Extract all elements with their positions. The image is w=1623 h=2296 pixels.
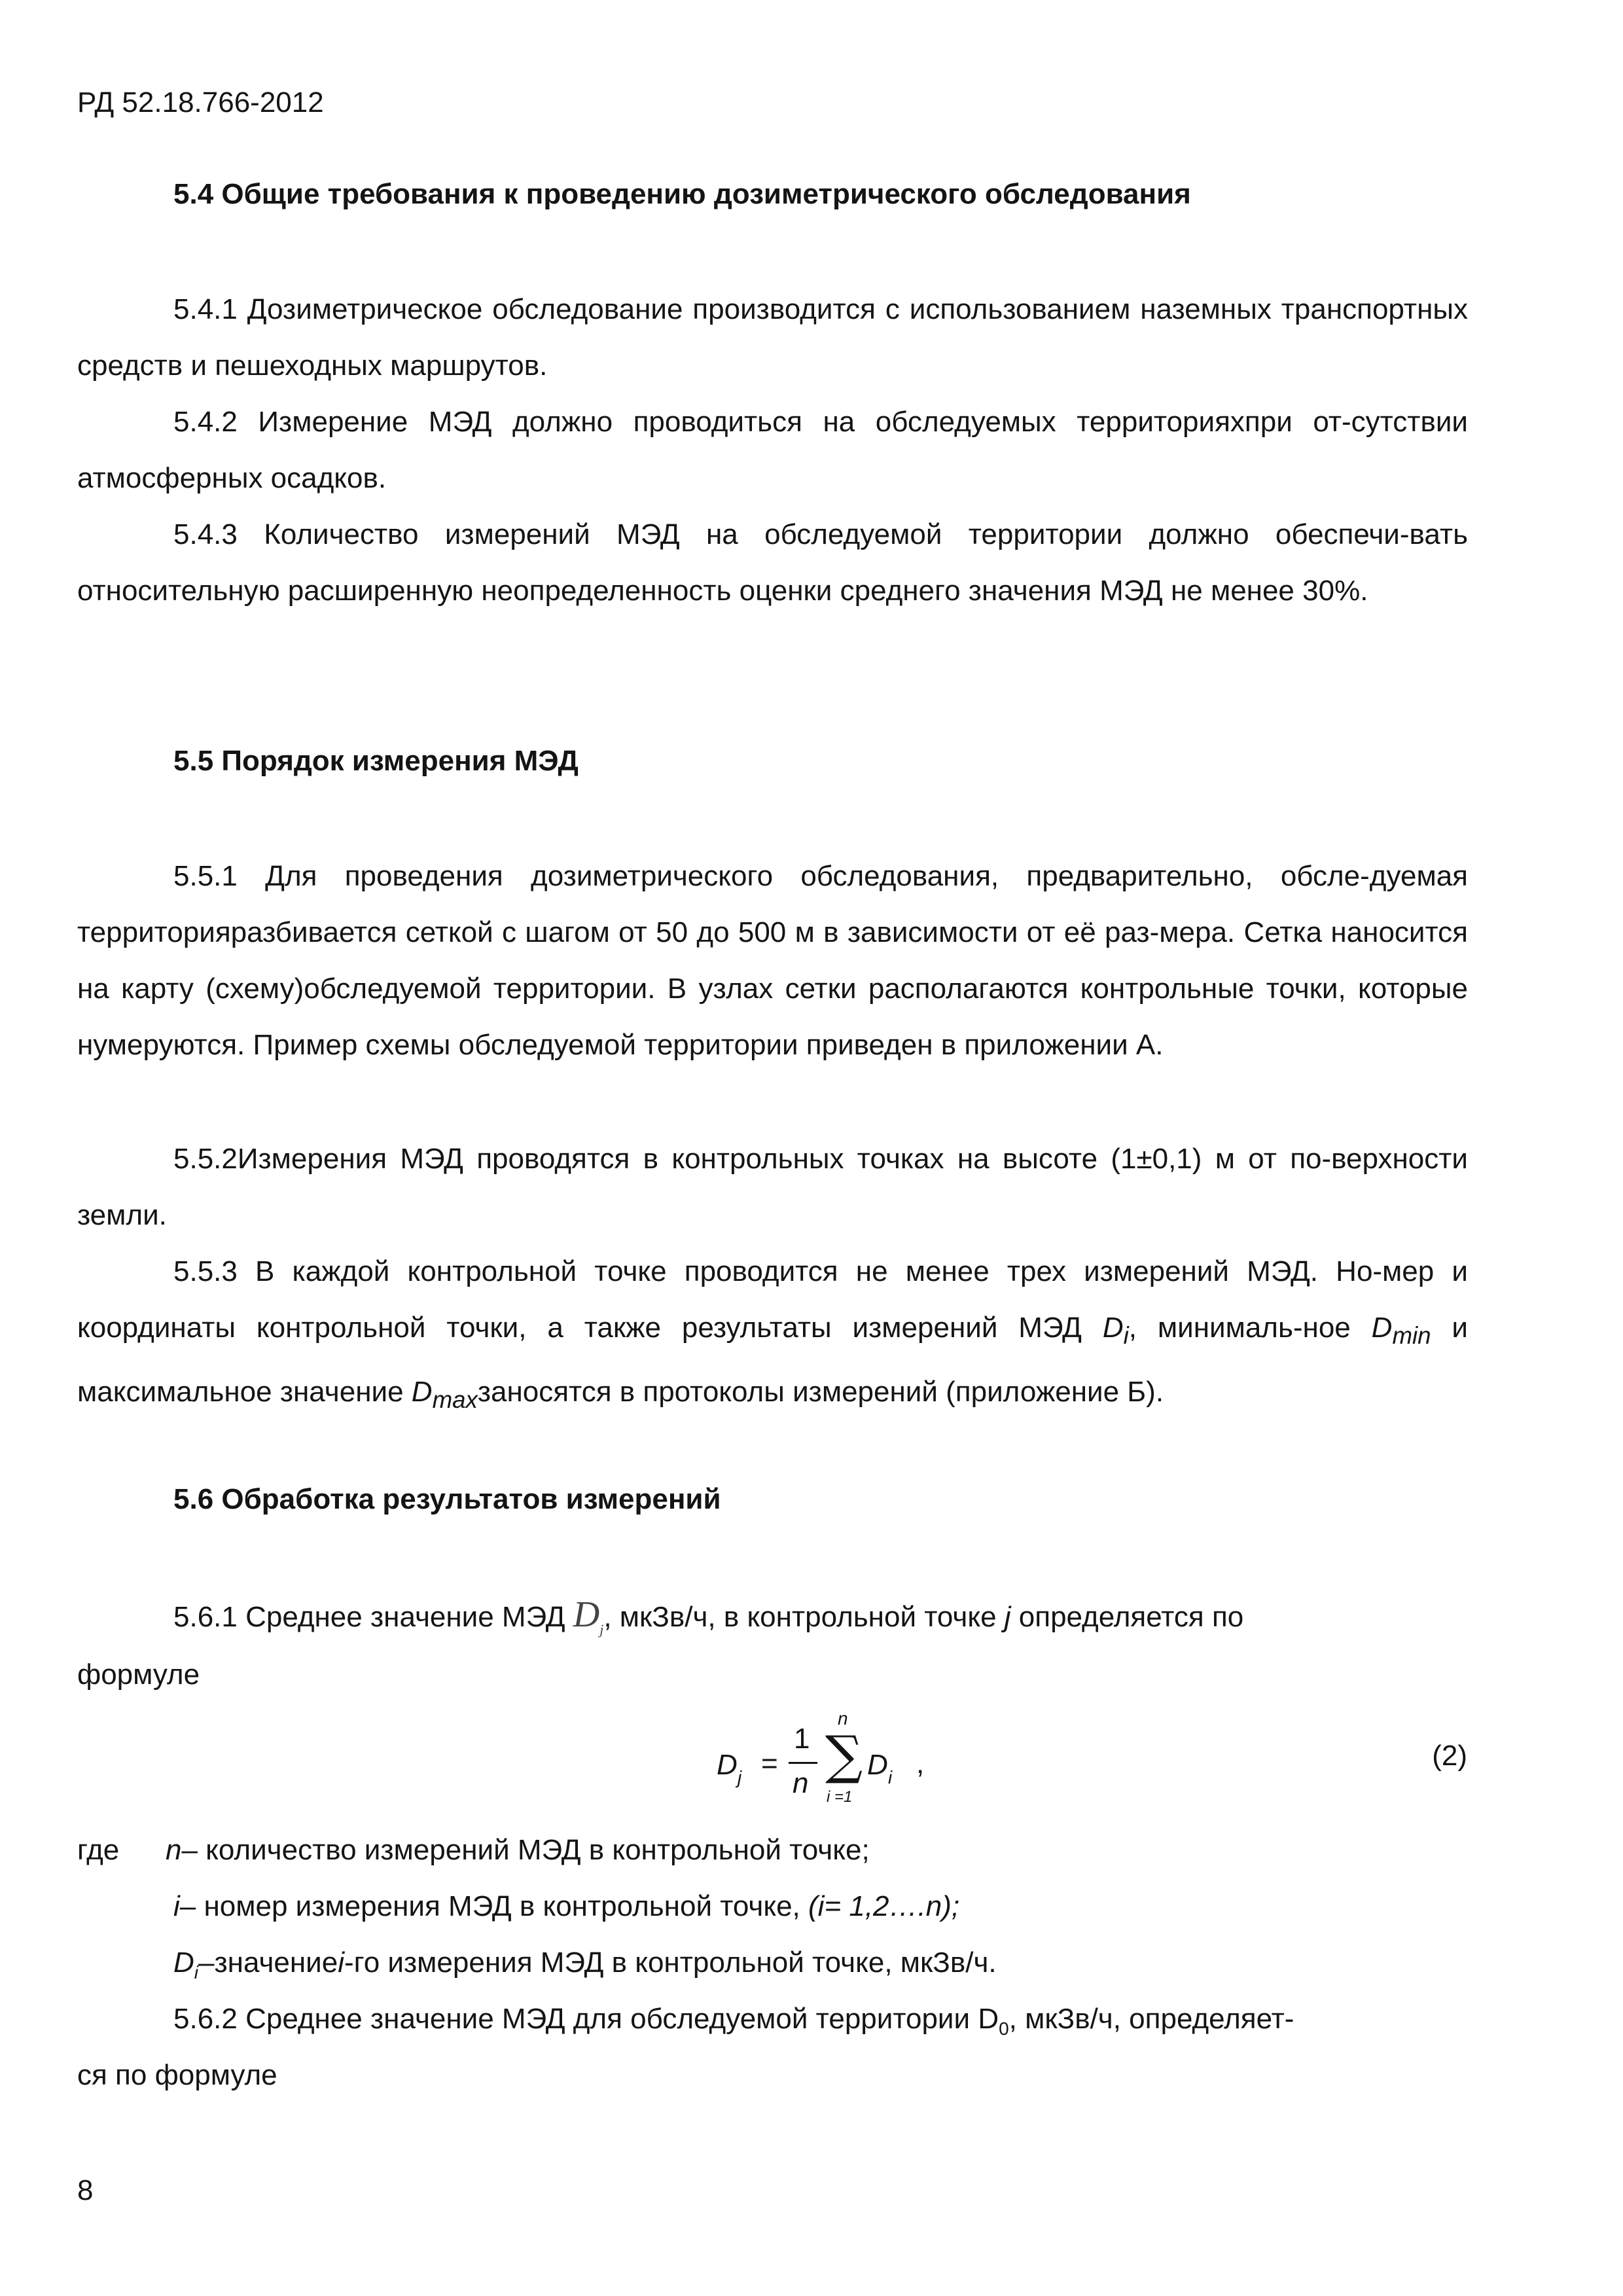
fraction-bar <box>789 1762 817 1764</box>
symbol-d-min: $D_{min}$ <box>1371 1312 1431 1349</box>
summation-sign: ∑ <box>825 1725 863 1785</box>
where-item-i: i– номер измерения МЭД в контрольной точке, (i= 1,2….n); <box>173 1890 960 1922</box>
paragraph-5-4-2: 5.4.2 Измерение МЭД должно проводиться на обследуемых территорияхпри от-сутствии атмосферных осадков. <box>77 406 1468 494</box>
equation-number: (2) <box>1432 1740 1467 1772</box>
paragraph-5-6-1-continuation: формуле <box>77 1659 200 1691</box>
where-item-di: $D_i-значениеi-го$ измерения МЭД в контрольной точке, мкЗв/ч. <box>173 1946 997 1982</box>
section-heading-5-5: 5.5 Порядок измерения МЭД <box>173 745 579 777</box>
where-label: где <box>77 1834 120 1866</box>
paragraph-5-4-1: 5.4.1 Дозиметрическое обследование производится с использованием наземных транспортных средств и пешеходных маршрутов. <box>77 293 1468 382</box>
paragraph-5-4-3: 5.4.3 Количество измерений МЭД на обследуемой территории должно обеспечи-вать относительную расширенную неопределенность оценки среднего значения МЭД не менее 30%. <box>77 518 1468 607</box>
paragraph-5-6-1: 5.6.1 Среднее значение МЭД $D_j$, мкЗв/ч, в контрольной точке j определяется по <box>173 1594 1244 1638</box>
paragraph-5-6-2: 5.6.2 Среднее значение МЭД для обследуемой территории $D_0$, мкЗв/ч, определяет- <box>173 2003 1294 2039</box>
section-heading-5-6: 5.6 Обработка результатов измерений <box>173 1483 721 1515</box>
paragraph-5-5-3: 5.5.3 В каждой контрольной точке проводится не менее трех измерений МЭД. Но-мер и координаты контрольной точки, а также результаты измерений МЭД $D_i$, минималь-ное $D_{min}$ и максимальное значение $D_{max}заносятся$ в протоколы измерений (приложение Б). <box>77 1255 1468 1413</box>
page-number: 8 <box>77 2174 94 2206</box>
where-item-n: n– количество измерений МЭД в контрольной точке; <box>166 1834 870 1866</box>
document-code: РД 52.18.766-2012 <box>77 86 324 118</box>
paragraph-5-5-2: 5.5.2Измерения МЭД проводятся в контрольных точках на высоте (1±0,1) м от по-верхности земли. <box>77 1143 1468 1231</box>
symbol-d-j-inline: $D_j$ <box>573 1594 604 1638</box>
symbol-d-i: $D_i$ <box>1102 1312 1129 1349</box>
symbol-d-max: $D_{max}$ <box>411 1375 478 1413</box>
section-heading-5-4: 5.4 Общие требования к проведению дозиметрического обследования <box>173 178 1191 210</box>
formula-2: D j = 1 n n ∑ i =1 D i , <box>717 1708 925 1806</box>
paragraph-5-5-1: 5.5.1 Для проведения дозиметрического обследования, предварительно, обсле-дуемая территорияразбивается сеткой с шагом от 50 до 500 м в зависимости от её раз-мера. Сетка наносится на карту (схему)обследуемой территории. В узлах сетки располагаются контрольные точки, которые нумеруются. Пример схемы обследуемой территории приведен в приложении А. <box>77 860 1468 1061</box>
paragraph-5-6-2-continuation: ся по формуле <box>77 2059 277 2091</box>
